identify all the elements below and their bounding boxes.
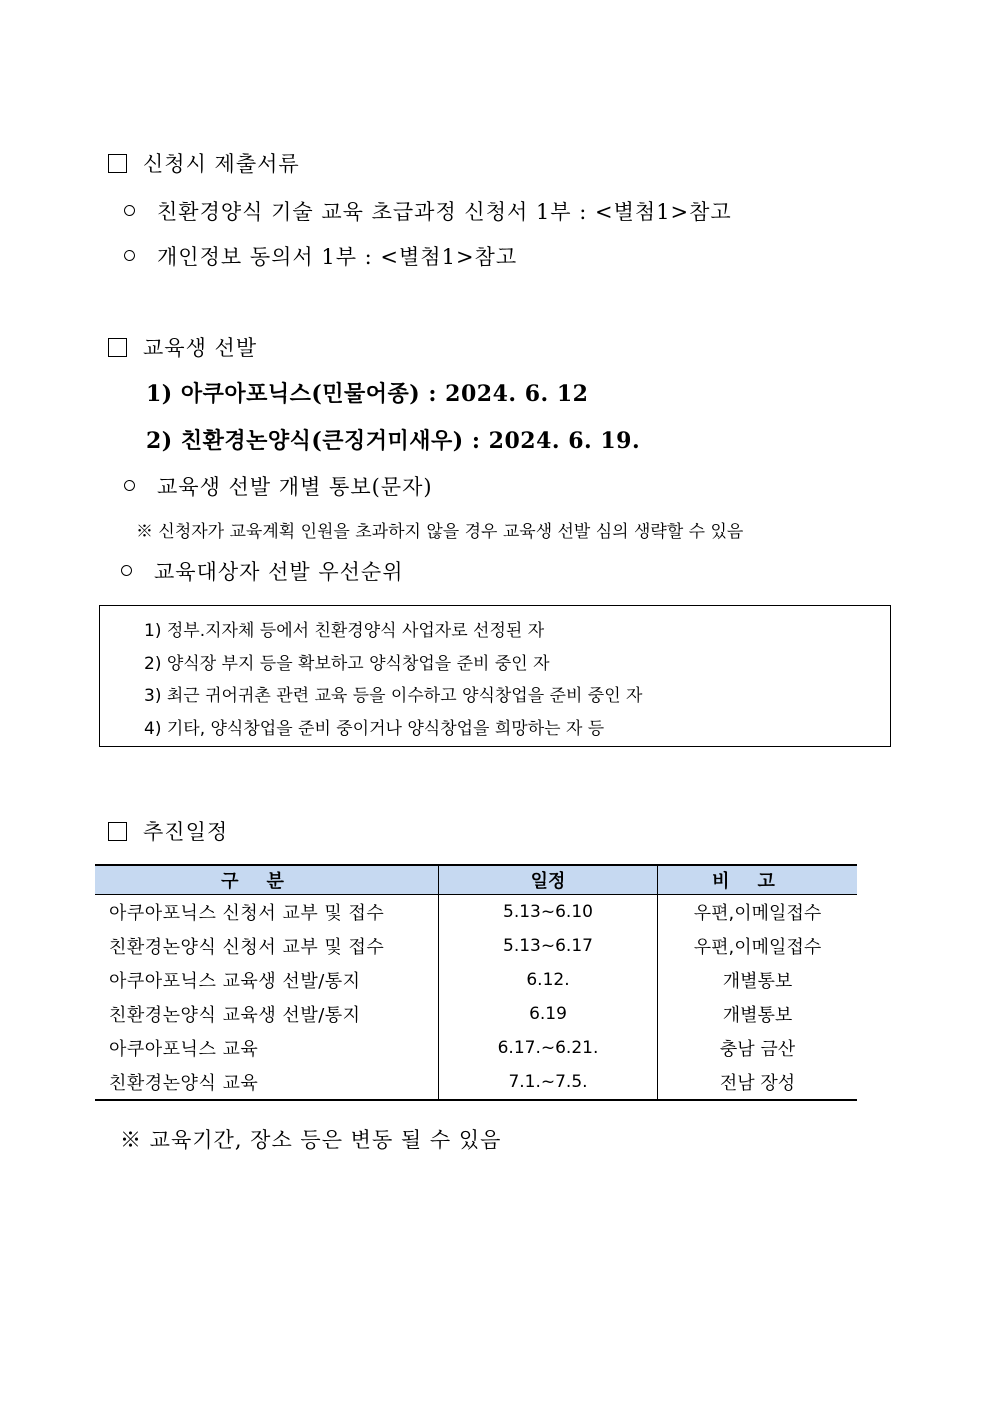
circle-bullet-icon <box>121 565 132 576</box>
table-cell: 친환경논양식 신청서 교부 및 접수 <box>109 937 385 958</box>
table-cell: 개별통보 <box>658 997 858 1031</box>
priority-item: 2) 양식장 부지 등을 확보하고 양식창업을 준비 중인 자 <box>144 654 550 674</box>
table-cell: 5.13~6.10 <box>439 895 658 930</box>
table-cell: 아쿠아포닉스 교육생 선발/통지 <box>109 971 361 992</box>
priority-item: 1) 정부.지자체 등에서 친환경양식 사업자로 선정된 자 <box>144 621 545 641</box>
list-item-text: 교육대상자 선발 우선순위 <box>154 560 404 584</box>
table-row <box>95 997 857 1031</box>
table-cell: 우편,이메일접수 <box>658 929 858 963</box>
priority-box <box>99 605 891 747</box>
priority-item: 4) 기타, 양식창업을 준비 중이거나 양식창업을 희망하는 자 등 <box>144 719 605 739</box>
table-cell: 7.1.~7.5. <box>439 1065 658 1100</box>
section-heading-schedule <box>108 816 228 846</box>
column-header: 비고 <box>658 865 858 895</box>
section-heading-text: 추진일정 <box>143 820 229 844</box>
selection-date: 2) 친환경논양식(큰징거미새우) : 2024. 6. 19. <box>146 428 641 454</box>
list-item <box>124 241 517 271</box>
selection-note: ※ 신청자가 교육계획 인원을 초과하지 않을 경우 교육생 선발 심의 생략할 수 있음 <box>136 522 744 542</box>
square-bullet-icon <box>108 154 127 173</box>
table-row <box>95 1031 857 1065</box>
table-row <box>95 963 857 997</box>
selection-date: 1) 아쿠아포닉스(민물어종) : 2024. 6. 12 <box>146 381 589 407</box>
section-heading-text: 교육생 선발 <box>143 336 258 360</box>
table-cell: 충남 금산 <box>658 1031 858 1065</box>
list-item <box>121 556 404 586</box>
square-bullet-icon <box>108 822 127 841</box>
square-bullet-icon <box>108 338 127 357</box>
circle-bullet-icon <box>124 205 135 216</box>
table-cell: 6.19 <box>439 997 658 1031</box>
table-cell: 5.13~6.17 <box>439 929 658 963</box>
list-item <box>124 196 732 226</box>
schedule-footnote: ※ 교육기간, 장소 등은 변동 될 수 있음 <box>120 1128 502 1152</box>
table-cell: 친환경논양식 교육생 선발/통지 <box>109 1005 361 1026</box>
section-heading-selection <box>108 332 257 362</box>
table-cell: 6.12. <box>439 963 658 997</box>
schedule-table <box>95 864 857 1101</box>
list-item <box>124 471 433 501</box>
table-cell: 개별통보 <box>658 963 858 997</box>
column-header: 일정 <box>439 865 658 895</box>
section-heading-text: 신청시 제출서류 <box>143 152 300 176</box>
circle-bullet-icon <box>124 480 135 491</box>
table-row <box>95 1065 857 1100</box>
table-cell: 우편,이메일접수 <box>658 895 858 930</box>
section-heading-documents <box>108 148 300 178</box>
table-cell: 친환경논양식 교육 <box>95 1065 439 1100</box>
list-item-text: 친환경양식 기술 교육 초급과정 신청서 1부 : <별첨1>참고 <box>157 200 732 224</box>
table-cell: 아쿠아포닉스 교육 <box>109 1039 259 1060</box>
table-cell: 아쿠아포닉스 신청서 교부 및 접수 <box>109 903 385 924</box>
table-row <box>95 929 857 963</box>
table-header-row <box>95 865 857 895</box>
table-row <box>95 895 857 930</box>
circle-bullet-icon <box>124 250 135 261</box>
priority-item: 3) 최근 귀어귀촌 관련 교육 등을 이수하고 양식창업을 준비 중인 자 <box>144 686 643 706</box>
table-cell: 전남 장성 <box>658 1065 858 1100</box>
list-item-text: 개인정보 동의서 1부 : <별첨1>참고 <box>157 245 518 269</box>
list-item-text: 교육생 선발 개별 통보(문자) <box>157 475 433 499</box>
column-header: 구분 <box>95 865 439 895</box>
table-cell: 6.17.~6.21. <box>439 1031 658 1065</box>
